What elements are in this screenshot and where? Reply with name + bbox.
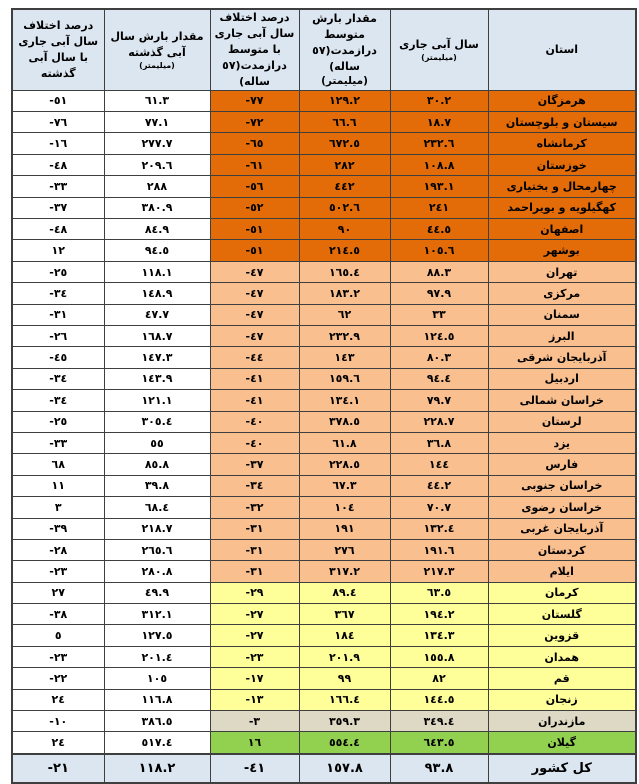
pct-vs-longterm: -١٧ [210,668,299,689]
pct-vs-lastyear: -٧٦ [12,112,104,133]
pct-vs-longterm: -٣ [210,711,299,732]
pct-vs-longterm: -٦٥ [210,133,299,154]
longterm-avg-value: ٦١.٨ [299,432,390,453]
last-year-value: ١٢٧.٥ [104,625,210,646]
col-header-pct-vs-lastyear [12,9,104,90]
province-name: خراسان جنوبی [488,475,636,496]
pct-vs-lastyear: ٢٧ [12,582,104,603]
longterm-avg-value: ٦٧.٣ [299,475,390,496]
pct-vs-lastyear: -٣٤ [12,368,104,389]
longterm-avg-value: ٢٠١.٩ [299,646,390,667]
table-row [12,497,636,518]
last-year-value: ٤٧.٧ [104,304,210,325]
pct-vs-longterm: -٤٧ [210,261,299,282]
last-year-value: ٢٠٩.٦ [104,154,210,175]
province-name: خراسان شمالی [488,390,636,411]
pct-vs-longterm: -٤٧ [210,283,299,304]
pct-vs-lastyear: ١٢ [12,240,104,261]
province-name: بوشهر [488,240,636,261]
table-row [12,368,636,389]
last-year-value: ٣٠٥.٤ [104,411,210,432]
current-year-value: ٣٤٩.٤ [390,711,488,732]
pct-vs-longterm: -٥٦ [210,176,299,197]
current-year-value: ٨٠.٣ [390,347,488,368]
table-row [12,347,636,368]
province-name: البرز [488,325,636,346]
current-year-value: ٩٤.٤ [390,368,488,389]
pct-vs-longterm: -٥١ [210,240,299,261]
province-name: سمنان [488,304,636,325]
pct-vs-lastyear: ٦٨ [12,454,104,475]
current-year-value: ٨٨.٣ [390,261,488,282]
province-name: گیلان [488,732,636,754]
pct-vs-lastyear: -٤٨ [12,219,104,240]
col-header-pct-vs-longterm-label: درصد اختلاف سال آبی جاری با متوسط درازمدت(٥٧ ساله) [214,11,295,88]
longterm-avg-value: ٣٧٨.٥ [299,411,390,432]
current-year-value: ١٠٨.٨ [390,154,488,175]
current-year-value: ٧٩.٧ [390,390,488,411]
longterm-avg-value: ١٦٥.٤ [299,261,390,282]
pct-vs-longterm: -٢٧ [210,604,299,625]
longterm-avg-value: ٢٣٢.٩ [299,325,390,346]
last-year-value: ٦١.٣ [104,90,210,111]
longterm-avg-value: ١٥٩.٦ [299,368,390,389]
last-year-value: ٥١٧.٤ [104,732,210,754]
table-row [12,112,636,133]
last-year-value: ٢٨٠.٨ [104,561,210,582]
pct-vs-longterm: -٤٧ [210,325,299,346]
last-year-value: ٢٦٥.٦ [104,539,210,560]
pct-vs-lastyear: -٢٢ [12,668,104,689]
pct-vs-longterm: -٦١ [210,154,299,175]
province-name: تهران [488,261,636,282]
pct-vs-lastyear: -٢٣ [12,646,104,667]
last-year-value: ١٤٨.٩ [104,283,210,304]
table-row [12,475,636,496]
pct-vs-longterm: ١٦ [210,732,299,754]
longterm-avg-value: ٩٠ [299,219,390,240]
table-row [12,304,636,325]
province-name: اصفهان [488,219,636,240]
last-year-value: ١٤٧.٣ [104,347,210,368]
pct-vs-lastyear: -٢٨ [12,539,104,560]
pct-vs-lastyear: -٣٤ [12,390,104,411]
pct-vs-longterm: -٤٧ [210,304,299,325]
current-year-value: ٣٦.٨ [390,432,488,453]
table-row [12,240,636,261]
province-name: آذربایجان غربی [488,518,636,539]
pct-vs-longterm: -٧٢ [210,112,299,133]
last-year-value: ٤٩.٩ [104,582,210,603]
table-row [12,539,636,560]
province-name: کل کشور [488,754,636,783]
pct-vs-lastyear: -١٠ [12,711,104,732]
current-year-value: ٢٢٨.٧ [390,411,488,432]
pct-vs-longterm: -٣٧ [210,454,299,475]
longterm-avg-value: ٣٥٩.٣ [299,711,390,732]
current-year-value: ١٠٥.٦ [390,240,488,261]
col-header-last-year-label: مقدار بارش سال آبی گذشته [110,30,204,60]
pct-vs-longterm: -٣١ [210,518,299,539]
province-name: گلستان [488,604,636,625]
table-row [12,732,636,754]
longterm-avg-value: ١٣٤.١ [299,390,390,411]
table-row [12,390,636,411]
col-header-province [488,9,636,90]
province-name: سیستان و بلوچستان [488,112,636,133]
province-rainfall-table [11,8,637,784]
province-name: همدان [488,646,636,667]
table-row [12,668,636,689]
last-year-value: ٣١٢.١ [104,604,210,625]
longterm-avg-value: ٦٢ [299,304,390,325]
pct-vs-lastyear: -٣٤ [12,283,104,304]
longterm-avg-value: ١٠٤ [299,497,390,518]
current-year-value: ١٤٤ [390,454,488,475]
last-year-value: ٣٨٦.٥ [104,711,210,732]
current-year-value: ٢٤١ [390,197,488,218]
pct-vs-lastyear: -٤٥ [12,347,104,368]
longterm-avg-value: ١٢٩.٢ [299,90,390,111]
last-year-value: ٣٩.٨ [104,475,210,496]
current-year-value: ٦٣.٥ [390,582,488,603]
current-year-value: ٣٠.٢ [390,90,488,111]
table-row [12,561,636,582]
province-name: آذربایجان شرقی [488,347,636,368]
longterm-avg-value: ١٩١ [299,518,390,539]
col-header-last-year-unit: (میلیمتر) [139,60,175,70]
table-row [12,325,636,346]
table-row [12,625,636,646]
province-name: کرمانشاه [488,133,636,154]
current-year-value: ٩٣.٨ [390,754,488,783]
pct-vs-lastyear: -٣٩ [12,518,104,539]
province-name: هرمزگان [488,90,636,111]
pct-vs-longterm: -٧٧ [210,90,299,111]
province-name: خوزستان [488,154,636,175]
longterm-avg-value: ٣٦٧ [299,604,390,625]
province-name: قزوین [488,625,636,646]
pct-vs-lastyear: ٢٤ [12,689,104,710]
last-year-value: ٢٧٧.٧ [104,133,210,154]
table-row [12,432,636,453]
current-year-value: ٩٧.٩ [390,283,488,304]
col-header-last-year [104,9,210,90]
total-row [12,754,636,783]
col-header-longterm-avg-unit: (میلیمتر) [321,74,368,87]
current-year-value: ٢١٧.٣ [390,561,488,582]
last-year-value: ٩٤.٥ [104,240,210,261]
pct-vs-longterm: -٥١ [210,219,299,240]
col-header-current-year-unit: (میلیمتر) [421,53,457,63]
pct-vs-longterm: -٣٤ [210,475,299,496]
pct-vs-lastyear: ١١ [12,475,104,496]
table-header [12,9,636,90]
pct-vs-lastyear: -٢٣ [12,561,104,582]
last-year-value: ٣٨٠.٩ [104,197,210,218]
current-year-value: ١٨.٧ [390,112,488,133]
longterm-avg-value: ١٨٤ [299,625,390,646]
pct-vs-longterm: -٢٧ [210,625,299,646]
current-year-value: ١٩١.٦ [390,539,488,560]
pct-vs-lastyear: ٣ [12,497,104,518]
last-year-value: ٥٥ [104,432,210,453]
province-name: ایلام [488,561,636,582]
current-year-value: ١٣٤.٣ [390,625,488,646]
current-year-value: ٤٤.٥ [390,219,488,240]
pct-vs-longterm: -٤٤ [210,347,299,368]
last-year-value: ١١٨.٢ [104,754,210,783]
pct-vs-lastyear: -٢٥ [12,411,104,432]
last-year-value: ٢٨٨ [104,176,210,197]
province-name: زنجان [488,689,636,710]
longterm-avg-value: ١٨٣.٢ [299,283,390,304]
pct-vs-lastyear: -٢١ [12,754,104,783]
current-year-value: ٧٠.٧ [390,497,488,518]
table-row [12,646,636,667]
pct-vs-longterm: -٢٩ [210,582,299,603]
pct-vs-lastyear: -١٦ [12,133,104,154]
pct-vs-longterm: -٣١ [210,539,299,560]
table-row [12,197,636,218]
table-row [12,582,636,603]
table-row [12,176,636,197]
pct-vs-lastyear: -٣١ [12,304,104,325]
current-year-value: ٨٢ [390,668,488,689]
col-header-longterm-avg [299,9,390,90]
col-header-pct-vs-lastyear-label: درصد اختلاف سال آبی جاری با سال آبی گذشته [18,18,99,80]
table-row [12,411,636,432]
last-year-value: ٧٧.١ [104,112,210,133]
last-year-value: ٦٨.٤ [104,497,210,518]
longterm-avg-value: ٢٢٨.٥ [299,454,390,475]
longterm-avg-value: ٥٥٤.٤ [299,732,390,754]
province-name: مرکزی [488,283,636,304]
longterm-avg-value: ١٤٣ [299,347,390,368]
last-year-value: ١٦٨.٧ [104,325,210,346]
pct-vs-lastyear: ٥ [12,625,104,646]
longterm-avg-value: ١٦٦.٤ [299,689,390,710]
current-year-value: ١٢٤.٥ [390,325,488,346]
pct-vs-longterm: -٥٢ [210,197,299,218]
table-row [12,219,636,240]
pct-vs-lastyear: -٢٥ [12,261,104,282]
pct-vs-lastyear: -٣٨ [12,604,104,625]
pct-vs-lastyear: -٣٣ [12,432,104,453]
province-name: قم [488,668,636,689]
table-row [12,604,636,625]
last-year-value: ١٢١.١ [104,390,210,411]
longterm-avg-value: ٤٤٢ [299,176,390,197]
table-row [12,711,636,732]
pct-vs-longterm: -٤١ [210,368,299,389]
longterm-avg-value: ٦٦.٦ [299,112,390,133]
current-year-value: ١٩٤.٢ [390,604,488,625]
table-row [12,283,636,304]
current-year-value: ١٣٢.٤ [390,518,488,539]
pct-vs-longterm: -٤١ [210,390,299,411]
current-year-value: ١٥٥.٨ [390,646,488,667]
col-header-current-year-label: سال آبی جاری [399,38,479,52]
pct-vs-longterm: -٣٢ [210,497,299,518]
last-year-value: ٢١٨.٧ [104,518,210,539]
longterm-avg-value: ٦٧٢.٥ [299,133,390,154]
pct-vs-lastyear: -٤٨ [12,154,104,175]
table-row [12,154,636,175]
longterm-avg-value: ٢٧٦ [299,539,390,560]
pct-vs-lastyear: ٢٤ [12,732,104,754]
province-name: چهارمحال و بختیاری [488,176,636,197]
pct-vs-longterm: -٣١ [210,561,299,582]
pct-vs-lastyear: -٥١ [12,90,104,111]
pct-vs-longterm: -٤٠ [210,411,299,432]
table-row [12,261,636,282]
current-year-value: ٤٤.٢ [390,475,488,496]
province-name: مازندران [488,711,636,732]
current-year-value: ١٤٤.٥ [390,689,488,710]
table-body [12,90,636,783]
last-year-value: ١١٦.٨ [104,689,210,710]
longterm-avg-value: ٢١٤.٥ [299,240,390,261]
table-row [12,133,636,154]
province-name: لرستان [488,411,636,432]
current-year-value: ١٩٣.١ [390,176,488,197]
pct-vs-longterm: -٢٣ [210,646,299,667]
longterm-avg-value: ٢٨٢ [299,154,390,175]
col-header-pct-vs-longterm [210,9,299,90]
table-row [12,90,636,111]
pct-vs-lastyear: -٣٧ [12,197,104,218]
last-year-value: ١٤٣.٩ [104,368,210,389]
table-row [12,689,636,710]
pct-vs-longterm: -٤٠ [210,432,299,453]
province-name: فارس [488,454,636,475]
province-name: کهگیلویه و بویراحمد [488,197,636,218]
table-row [12,454,636,475]
current-year-value: ٣٣ [390,304,488,325]
header-row [12,9,636,90]
col-header-current-year [390,9,488,90]
col-header-province-label: استان [545,42,579,56]
province-name: یزد [488,432,636,453]
col-header-longterm-avg-label: مقدار بارش متوسط درازمدت(٥٧ ساله) [312,12,377,73]
longterm-avg-value: ١٥٧.٨ [299,754,390,783]
pct-vs-lastyear: -٢٦ [12,325,104,346]
longterm-avg-value: ٣١٧.٢ [299,561,390,582]
last-year-value: ١٠٥ [104,668,210,689]
pct-vs-longterm: -٤١ [210,754,299,783]
province-name: اردبیل [488,368,636,389]
current-year-value: ٢٣٢.٦ [390,133,488,154]
last-year-value: ٢٠١.٤ [104,646,210,667]
longterm-avg-value: ٩٩ [299,668,390,689]
table-row [12,518,636,539]
province-name: خراسان رضوی [488,497,636,518]
last-year-value: ٨٥.٨ [104,454,210,475]
last-year-value: ٨٤.٩ [104,219,210,240]
pct-vs-longterm: -١٣ [210,689,299,710]
longterm-avg-value: ٨٩.٤ [299,582,390,603]
province-name: کرمان [488,582,636,603]
last-year-value: ١١٨.١ [104,261,210,282]
pct-vs-lastyear: -٣٣ [12,176,104,197]
current-year-value: ٦٤٣.٥ [390,732,488,754]
province-name: کردستان [488,539,636,560]
longterm-avg-value: ٥٠٢.٦ [299,197,390,218]
